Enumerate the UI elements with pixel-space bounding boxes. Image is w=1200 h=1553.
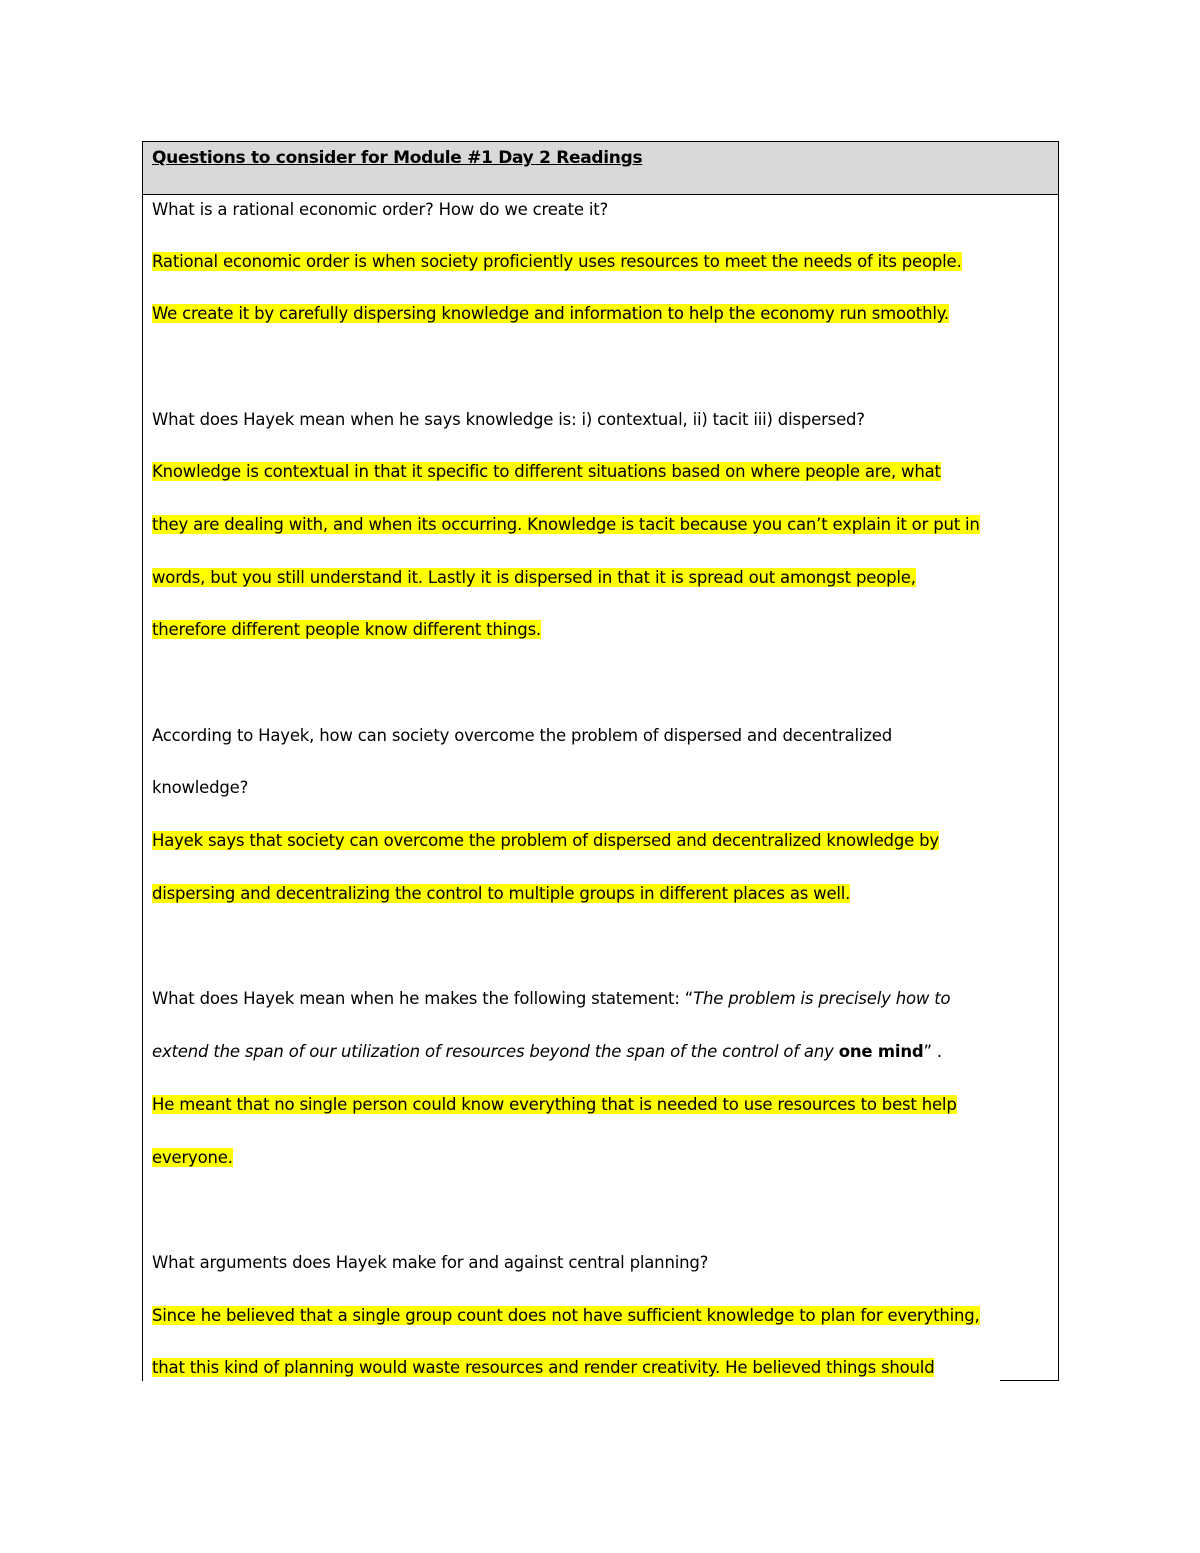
question-5: What arguments does Hayek make for and against central planning? [152,1253,709,1272]
answer-5-line-1: Since he believed that a single group count does not have sufficient knowledge to plan for everything, [152,1306,980,1325]
question-1: What is a rational economic order? How do we create it? [152,200,609,219]
question-4-line-2: extend the span of our utilization of resources beyond the span of the control of any one mind” . [152,1042,942,1061]
answer-2-line-2: they are dealing with, and when its occurring. Knowledge is tacit because you can’t explain it or put in [152,515,980,534]
table-bottom-border [1000,1380,1059,1381]
answer-1-line-2: We create it by carefully dispersing knowledge and information to help the economy run smoothly. [152,304,949,323]
answer-2-line-1: Knowledge is contextual in that it specific to different situations based on where people are, what [152,462,941,481]
answer-2-line-3: words, but you still understand it. Lastly it is dispersed in that it is spread out amongst people, [152,568,916,587]
answer-3-line-1: Hayek says that society can overcome the problem of dispersed and decentralized knowledge by [152,831,939,850]
page-title: Questions to consider for Module #1 Day 2 Readings [152,148,643,168]
questions-table [142,141,1059,1381]
answer-2-line-4: therefore different people know different things. [152,620,542,639]
quote-emphasis: one mind [838,1042,924,1061]
quote-text: The problem is precisely how to [693,989,951,1008]
quote-text: extend the span of our utilization of resources beyond the span of the control of any [152,1042,839,1061]
question-2: What does Hayek mean when he says knowledge is: i) contextual, ii) tacit iii) dispersed? [152,410,865,429]
answer-4-line-1: He meant that no single person could know everything that is needed to use resources to best help [152,1095,957,1114]
answer-4-line-2: everyone. [152,1148,233,1167]
question-3-line-2: knowledge? [152,778,249,797]
answer-1-line-1: Rational economic order is when society proficiently uses resources to meet the needs of its people. [152,252,962,271]
table-header-cell [143,142,1058,195]
question-3-line-1: According to Hayek, how can society overcome the problem of dispersed and decentralized [152,726,893,745]
answer-5-line-2: that this kind of planning would waste resources and render creativity. He believed things should [152,1358,935,1377]
question-4-line-1: What does Hayek mean when he makes the following statement: “The problem is precisely how to [152,989,951,1008]
answer-3-line-2: dispersing and decentralizing the control to multiple groups in different places as well. [152,884,851,903]
